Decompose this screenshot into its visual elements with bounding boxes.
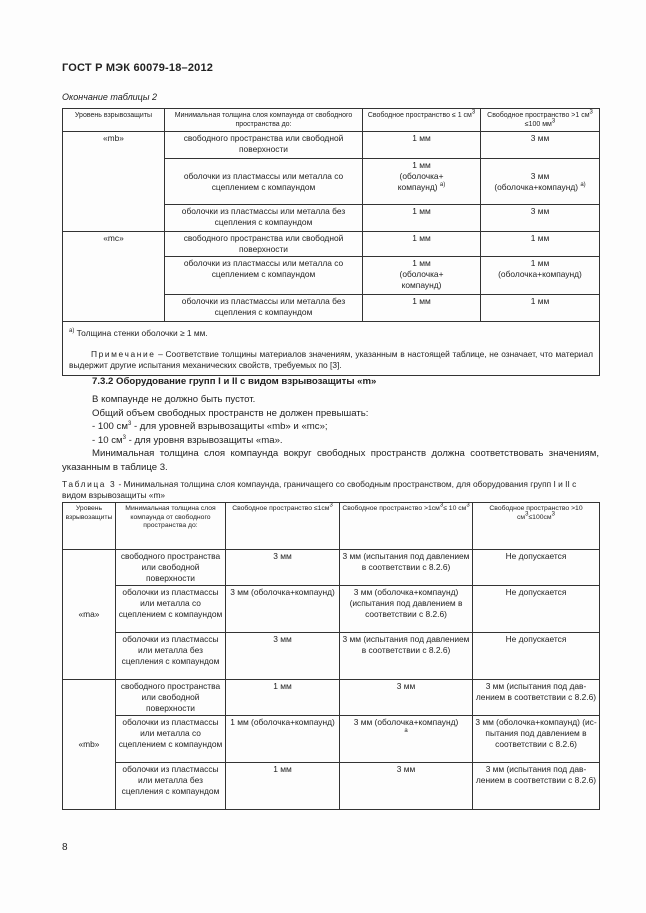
level-cell: «ma» [63,550,116,680]
value-cell: 3 мм (оболочка+компаунд) $^{a)}$ [481,159,600,205]
desc-cell: оболочки из пластмассы или металла со сцеплением с компаундом [116,716,226,763]
table-header-row [63,503,600,550]
desc-cell: оболочки из пластмассы или металла со сцеплением с компаундом [165,257,363,295]
footnote: $^{a)}$ Толщина стенки оболочки ≥ 1 мм. [69,328,208,338]
table-3 [62,502,600,810]
value-cell: 3 мм [340,763,473,810]
value-cell: 3 мм (оболочка+компаунд) $^a$ [340,716,473,763]
header-free-space-1-100: Свободное пространство >1 $см^3 \le 100$ $мм^3$ [481,109,600,132]
value-cell: 1 мм [226,680,340,716]
table2-continuation-label: Окончание таблицы 2 [62,92,157,102]
level-cell: «mb» [63,680,116,810]
value-cell: 1 мм (оболочка+компаунд) [481,257,600,295]
table-row [63,633,600,680]
table-row [63,763,600,810]
value-cell: 1 мм (оболочка+ компаунд) [363,257,481,295]
level-cell: «mb» [63,132,165,232]
paragraph: Минимальная толщина слоя компаунда вокруг свободных пространств должна соответствовать значениям, указанным в таблице 3. [62,448,599,473]
value-cell: 1 мм [363,295,481,322]
desc-cell: оболочки из пластмассы или металла со сцеплением с компаундом [165,159,363,205]
value-cell: 3 мм (испытания под давлением в соответствии с 8.2.6) [340,550,473,586]
value-cell: 3 мм [226,550,340,586]
header-free-space-le1: Свободное пространство ≤ 1 $см^3$ [363,109,481,132]
value-cell: 1 мм (оболочка+компаунд) [226,716,340,763]
table-notes-row [63,322,600,376]
value-cell: 3 мм (испытания под давлением в соответствии с 8.2.6) [473,680,600,716]
value-cell: 3 мм [481,205,600,232]
desc-cell: оболочки из пластмассы или металла без сцепления с компаундом [165,295,363,322]
list-item: - 10 $см^3$ - для уровня взрывозащиты «ma». [92,434,283,446]
value-cell: Не допускается [473,633,600,680]
table-row [63,132,600,159]
table-2 [62,108,600,376]
value-cell: 1 мм (оболочка+ компаунд) $^{a)}$ [363,159,481,205]
value-cell: 3 мм [226,633,340,680]
value-cell: 3 мм (оболочка+компаунд) [226,586,340,633]
paragraph: Общий объем свободных пространств не должен превышать: [92,407,369,419]
header-free-space-le1: Свободное пространство $\le 1см^3$ [226,503,340,550]
header-min-thickness: Минимальная толщина слоя компаунда от свободного пространства до: [116,503,226,550]
value-cell: 1 мм [363,205,481,232]
header-level: Уровень взрывозащиты [63,503,116,550]
value-cell: 1 мм [481,232,600,257]
value-cell: 3 мм (оболочка+компаунд) (испытания под давлением в соответствии с 8.2.6) [340,586,473,633]
list-item: - 100 $см^3$ - для уровней взрывозащиты «mb» и «mc»; [92,421,328,433]
value-cell: 1 мм [363,232,481,257]
page-number: 8 [62,842,68,853]
table-row [63,716,600,763]
value-cell: Не допускается [473,586,600,633]
header-free-space-10-100: Свободное пространство >10 $см^3\le 100см^3$ [473,503,600,550]
desc-cell: свободного пространства или свободной поверхности [116,680,226,716]
desc-cell: оболочки из пластмассы или металла без сцепления с компаундом [116,633,226,680]
table-header-row [63,109,600,132]
table-row [63,550,600,586]
paragraph: В компаунде не должно быть пустот. [92,394,256,405]
value-cell: 1 мм [481,295,600,322]
table-row [63,680,600,716]
desc-cell: оболочки из пластмассы или металла без сцепления с компаундом [116,763,226,810]
desc-cell: свободного пространства или свободной поверхности [165,132,363,159]
header-min-thickness: Минимальная толщина слоя компаунда от свободного пространства до: [165,109,363,132]
table-row [63,232,600,257]
document-title: ГОСТ Р МЭК 60079-18–2012 [62,62,214,74]
value-cell: 3 мм [340,680,473,716]
level-cell: «mc» [63,232,165,322]
table3-caption: Таблица 3 - Минимальная толщина слоя компаунда, граничащего со свободным пространством, для оборудования групп I и II с видом взрывозащиты «m» [62,479,577,500]
header-level: Уровень взрывозащиты [63,109,165,132]
value-cell: 3 мм [481,132,600,159]
section-heading: 7.3.2 Оборудование групп I и II с видом взрывозащиты «m» [92,376,377,387]
table-note: Примечание – Соответствие толщины материалов значениям, указанным в настоящей таблице, не означает, что материал выдержит другие испытания механических свойств, требуемых по [3]. [69,349,593,370]
value-cell: Не допускается [473,550,600,586]
table-row [63,586,600,633]
desc-cell: свободного пространства или свободной поверхности [116,550,226,586]
desc-cell: оболочки из пластмассы или металла со сцеплением с компаундом [116,586,226,633]
value-cell: 3 мм (испытания под давлением в соответствии с 8.2.6) [340,633,473,680]
value-cell: 3 мм (испытания под давлением в соответствии с 8.2.6) [473,763,600,810]
desc-cell: оболочки из пластмассы или металла без сцепления с компаундом [165,205,363,232]
value-cell: 3 мм (оболочка+компаунд) (испытания под давлением в соответствии с 8.2.6) [473,716,600,763]
value-cell: 1 мм [226,763,340,810]
desc-cell: свободного пространства или свободной поверхности [165,232,363,257]
header-free-space-1-10: Свободное пространство $>1см^3\le 10$ $см^3$ [340,503,473,550]
value-cell: 1 мм [363,132,481,159]
